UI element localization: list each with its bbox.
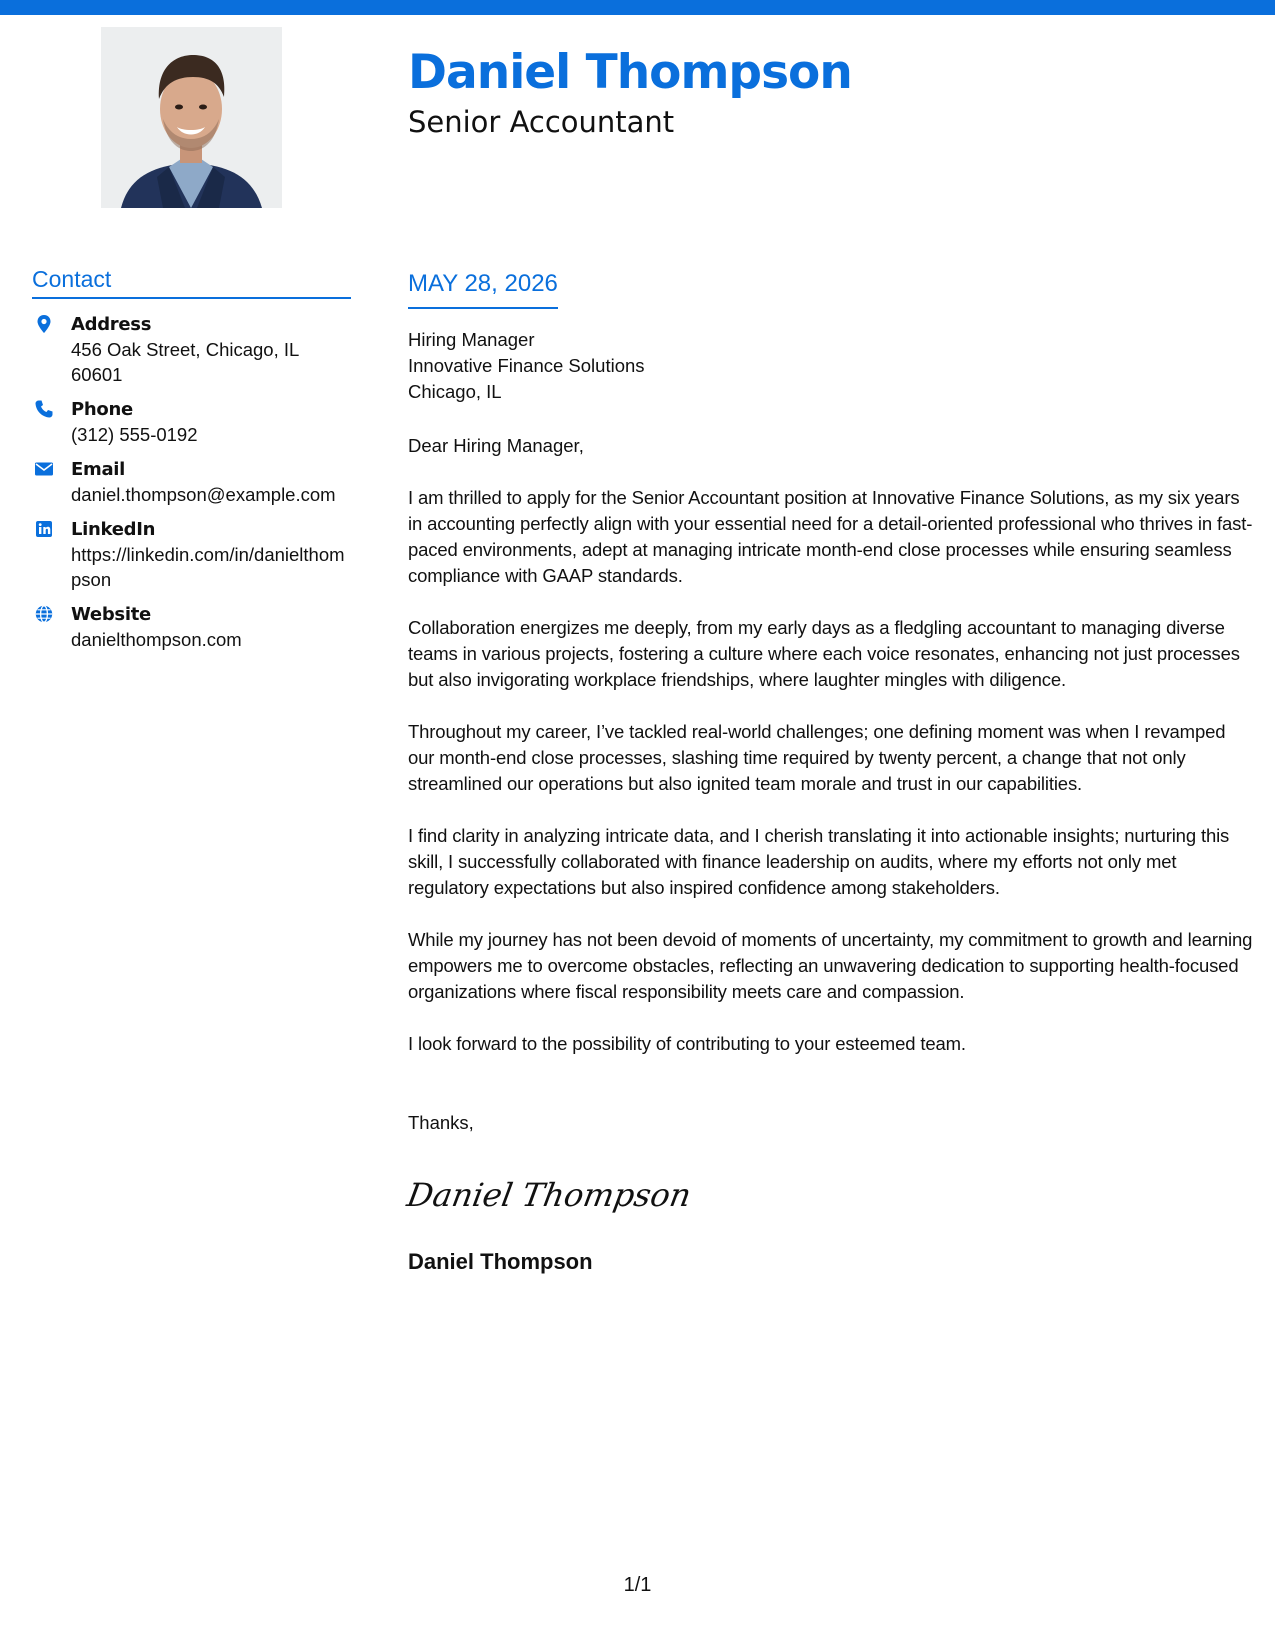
recipient-line: Hiring Manager: [408, 329, 535, 350]
letter-paragraph: While my journey has not been devoid of moments of uncertainty, my commitment to growth and learning empowers me to overcome obstacles, reflecting an unwavering dedication to supporting health-focused organizations where fiscal responsibility meets care and compassion.: [408, 929, 1253, 1002]
contact-label-email: Email: [71, 459, 126, 480]
job-title: Senior Accountant: [408, 105, 675, 139]
recipient-block: [408, 327, 1253, 405]
linkedin-icon: [34, 519, 54, 539]
letter-paragraph: I look forward to the possibility of contributing to your esteemed team.: [408, 1033, 966, 1054]
phone-icon: [34, 399, 54, 419]
contact-label-address: Address: [71, 314, 152, 335]
handwritten-signature: [404, 1170, 695, 1222]
contact-section-title: Contact: [32, 264, 351, 299]
letter-paragraph: I find clarity in analyzing intricate data, and I cherish translating it into actionable insights; nurturing this skill, I successfully collaborated with finance leadership on audits, where my efforts not only met regulatory expectations but also inspired confidence among stakeholders.: [408, 825, 1230, 898]
contact-label-phone: Phone: [71, 399, 133, 420]
applicant-name: Daniel Thompson: [408, 45, 852, 100]
letter-paragraph: Collaboration energizes me deeply, from my early days as a fledgling accountant to managing diverse teams in various projects, fostering a culture where each voice resonates, enhancing not just processes but also invigorating workplace friendships, where laughter mingles with diligence.: [408, 617, 1240, 690]
signature-text: Daniel Thompson: [404, 1176, 695, 1214]
contact-label-linkedin: LinkedIn: [71, 519, 156, 540]
top-accent-bar: [0, 0, 1275, 15]
contact-link-website[interactable]: danielthompson.com: [71, 629, 242, 650]
profile-photo-illustration: [101, 27, 282, 208]
globe-icon: [34, 604, 54, 624]
contact-item-email: [32, 458, 351, 507]
recipient-line: Chicago, IL: [408, 381, 502, 402]
signature-image: [404, 1170, 695, 1222]
signer-name: Daniel Thompson: [408, 1249, 593, 1274]
closing: Thanks,: [408, 1112, 474, 1133]
contact-value-address: 456 Oak Street, Chicago, IL 60601: [71, 339, 299, 385]
contact-sidebar: [32, 264, 351, 652]
greeting: Dear Hiring Manager,: [408, 435, 584, 456]
contact-label-website: Website: [71, 604, 151, 625]
contact-item-website: [32, 603, 351, 652]
contact-item-linkedin: [32, 518, 351, 592]
letter-paragraph: Throughout my career, I’ve tackled real-world challenges; one defining moment was when I revamped our month-end close processes, slashing time required by twenty percent, a change that not only streamlined our operations but also ignited team morale and trust in our capabilities.: [408, 721, 1226, 794]
contact-value-phone: (312) 555-0192: [71, 424, 198, 445]
contact-item-address: [32, 313, 351, 387]
profile-photo: [101, 27, 282, 208]
letter-body: [404, 268, 1253, 1276]
envelope-icon: [34, 459, 54, 479]
contact-value-email: daniel.thompson@example.com: [71, 484, 336, 505]
letter-date: MAY 28, 2026: [408, 268, 558, 309]
map-pin-icon: [34, 314, 54, 334]
contact-link-linkedin[interactable]: https://linkedin.com/in/danielthompson: [71, 544, 345, 590]
letter-paragraph: I am thrilled to apply for the Senior Accountant position at Innovative Finance Solutions, as my six years in accounting perfectly align with your essential need for a detail-oriented professional who thrives in fast-paced environments, adept at managing intricate month-end close processes while ensuring seamless compliance with GAAP standards.: [408, 487, 1253, 586]
header: [408, 44, 852, 140]
recipient-line: Innovative Finance Solutions: [408, 355, 645, 376]
page-number: 1/1: [623, 1574, 652, 1596]
contact-item-phone: [32, 398, 351, 447]
